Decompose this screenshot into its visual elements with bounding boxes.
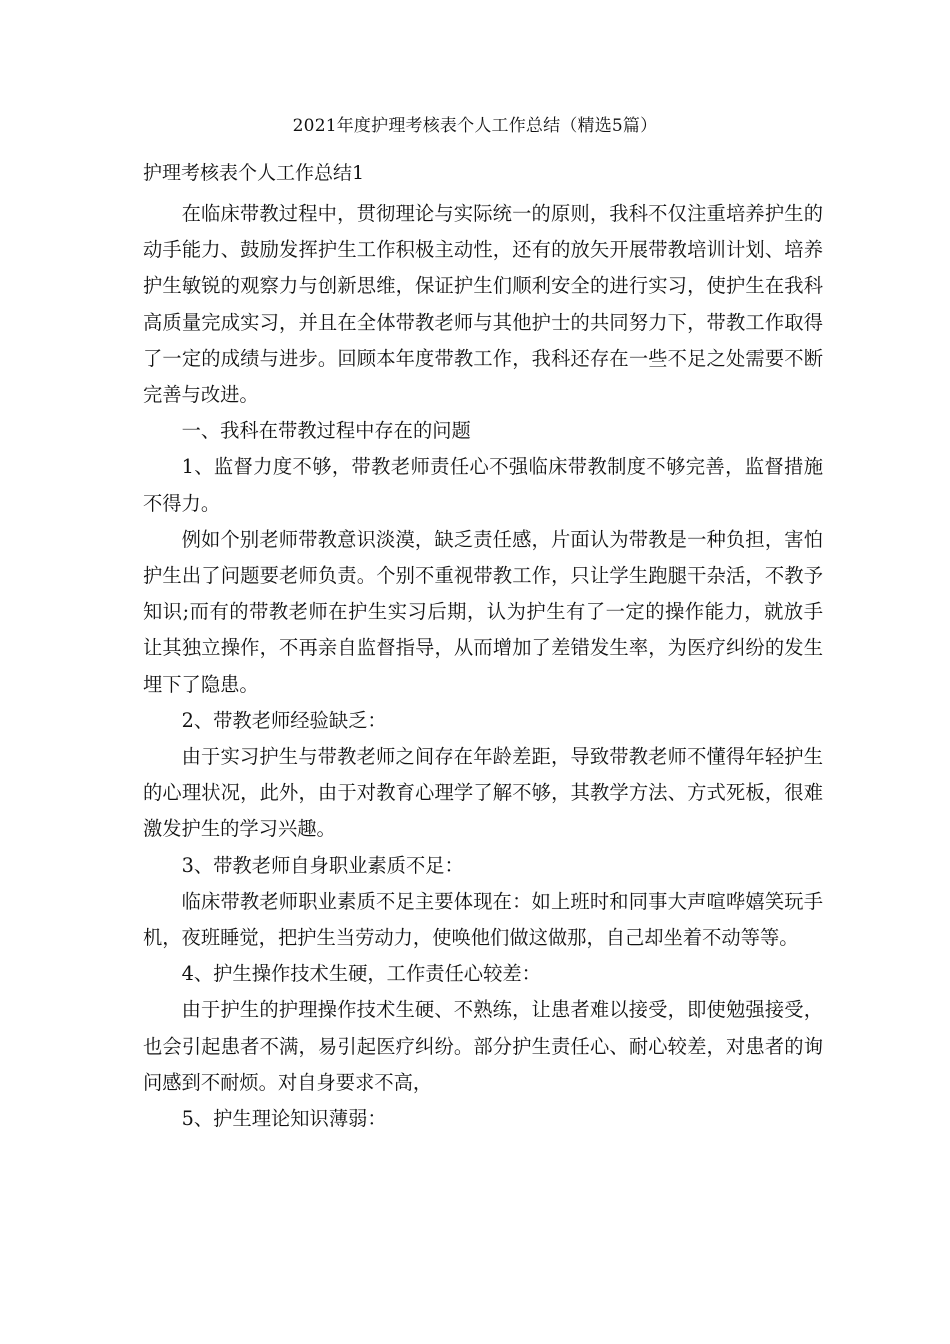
document-title: 2021年度护理考核表个人工作总结（精选5篇） [292, 116, 658, 136]
paragraph: 例如个别老师带教意识淡漠，缺乏责任感，片面认为带教是一种负担，害怕护生出了问题要老师负责。个别不重视带教工作，只让学生跑腿干杂活，不教予知识;而有的带教老师在护生实习后期，认为护生有了一定的操作能力，就放手让其独立操作，不再亲自监督指导，从而增加了差错发生率，为医疗纠纷的发生埋下了隐患。 [143, 527, 823, 696]
paragraph: 由于实习护生与带教老师之间存在年龄差距，导致带教老师不懂得年轻护生的心理状况，此外，由于对教育心理学了解不够，其教学方法、方式死板，很难激发护生的学习兴趣。 [143, 745, 823, 841]
paragraph: 4、护生操作技术生硬，工作责任心较差： [181, 962, 541, 986]
paragraph: 由于护生的护理操作技术生硬、不熟练，让患者难以接受，即使勉强接受，也会引起患者不满，易引起医疗纠纷。部分护生责任心、耐心较差，对患者的询问感到不耐烦。对自身要求不高， [143, 998, 823, 1094]
document-body [143, 196, 823, 1137]
paragraph: 2、带教老师经验缺乏： [181, 708, 387, 732]
paragraph: 1、监督力度不够，带教老师责任心不强临床带教制度不够完善，监督措施不得力。 [143, 455, 823, 515]
paragraph: 3、带教老师自身职业素质不足： [181, 853, 464, 877]
paragraph: 5、护生理论知识薄弱： [181, 1107, 387, 1131]
paragraph: 在临床带教过程中，贯彻理论与实际统一的原则，我科不仅注重培养护生的动手能力、鼓励发挥护生工作积极主动性，还有的放矢开展带教培训计划、培养护生敏锐的观察力与创新思维，保证护生们顺利安全的进行实习，使护生在我科高质量完成实习，并且在全体带教老师与其他护士的共同努力下，带教工作取得了一定的成绩与进步。回顾本年度带教工作，我科还存在一些不足之处需要不断完善与改进。 [143, 202, 823, 407]
paragraph: 临床带教老师职业素质不足主要体现在：如上班时和同事大声喧哗嬉笑玩手机，夜班睡觉，把护生当劳动力，使唤他们做这做那，自己却坐着不动等等。 [143, 889, 823, 950]
section-heading: 护理考核表个人工作总结1 [143, 162, 365, 184]
paragraph: 一、我科在带教过程中存在的问题 [181, 419, 471, 443]
